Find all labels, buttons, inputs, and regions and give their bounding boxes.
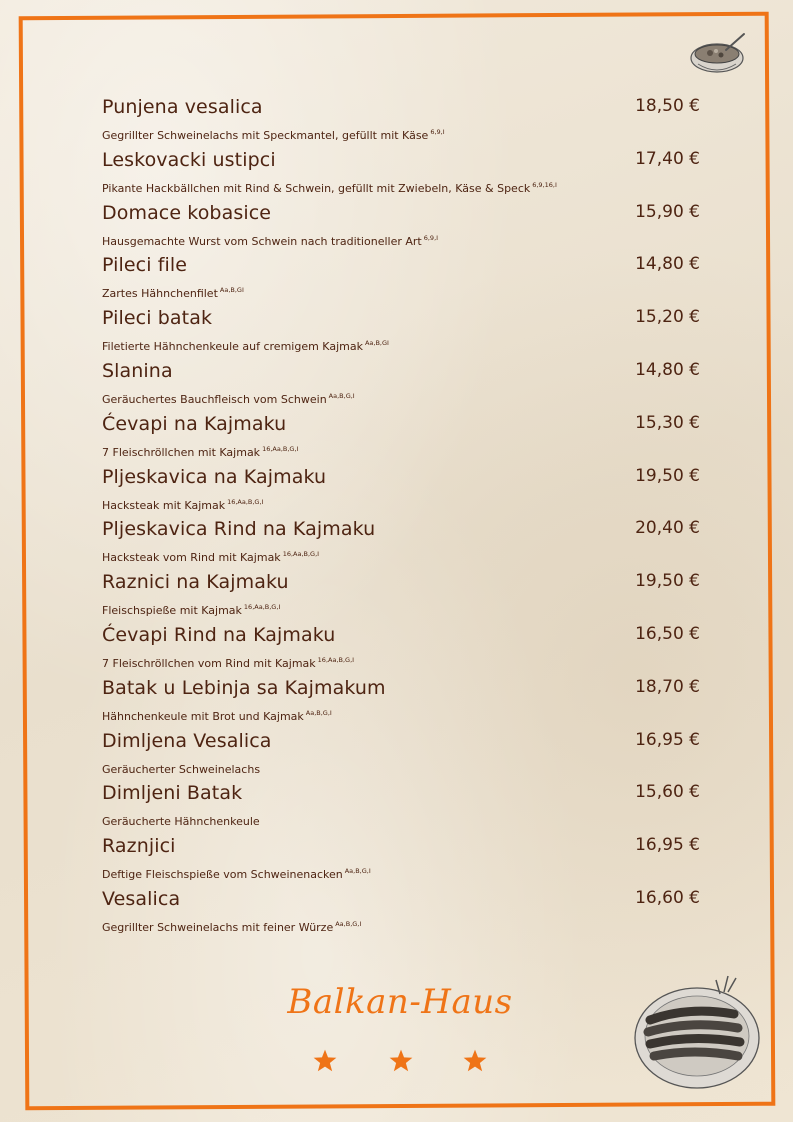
menu-item <box>102 624 700 677</box>
menu-item-description <box>102 286 244 300</box>
menu-item-name: Slanina <box>102 359 173 382</box>
star-icon <box>462 1048 488 1074</box>
menu-item-name: Pljeskavica na Kajmaku <box>102 465 327 488</box>
menu-item <box>102 730 700 783</box>
menu-item-description <box>102 550 319 564</box>
menu-item-description-text: Deftige Fleischspieße vom Schweinenacken <box>102 868 343 882</box>
menu-item-description <box>102 603 280 617</box>
menu-item-name: Batak u Lebinja sa Kajmakum <box>102 676 386 699</box>
menu-item <box>102 307 700 360</box>
menu-item <box>102 782 700 835</box>
star-icon <box>388 1048 414 1074</box>
menu-item <box>102 254 700 307</box>
menu-item-price: 18,50 € <box>635 96 700 116</box>
menu-item-description-text: Zartes Hähnchenfilet <box>102 287 218 301</box>
menu-item <box>102 466 700 519</box>
menu-item-price: 17,40 € <box>635 148 700 169</box>
menu-item-description-text: Geräuchertes Bauchfleisch vom Schwein <box>102 392 327 406</box>
menu-item-name: Ćevapi na Kajmaku <box>102 412 287 435</box>
allergen-codes: 6,9,16,I <box>532 180 557 189</box>
menu-item-price: 19,50 € <box>635 465 700 486</box>
menu-item <box>102 202 700 255</box>
menu-item-description <box>102 181 557 195</box>
menu-item-name: Pljeskavica Rind na Kajmaku <box>102 518 376 541</box>
menu-item-description <box>102 920 361 934</box>
menu-item-name: Pileci batak <box>102 307 213 330</box>
menu-item-description-text: Gegrillter Schweinelachs mit Speckmantel, gefüllt mit Käse <box>102 129 429 142</box>
menu-item-description-text: Hähnchenkeule mit Brot und Kajmak <box>102 709 304 723</box>
menu-item-price: 15,30 € <box>635 412 700 433</box>
menu-item-name: Raznjici <box>102 835 176 858</box>
brand-name: Balkan-Haus <box>287 982 513 1022</box>
menu-item-description <box>102 234 438 248</box>
allergen-codes: Aa,B,G,I <box>335 919 362 928</box>
menu-item-description-text: Pikante Hackbällchen mit Rind & Schwein, gefüllt mit Zwiebeln, Käse & Speck <box>102 181 531 195</box>
menu-item <box>102 96 700 149</box>
menu-item <box>102 413 700 466</box>
menu-item-name: Vesalica <box>102 887 181 910</box>
menu-item <box>102 360 700 413</box>
menu-item-description <box>102 709 332 723</box>
allergen-codes: Aa,B,G,I <box>344 867 371 876</box>
menu-item-description-text: 7 Fleischröllchen mit Kajmak <box>102 445 261 459</box>
menu-item-description-text: Filetierte Hähnchenkeule auf cremigem Kajmak <box>102 340 363 354</box>
menu-item-price: 15,90 € <box>635 201 700 222</box>
menu-item-price: 14,80 € <box>635 254 700 275</box>
allergen-codes: 16,Aa,B,G,I <box>262 444 299 453</box>
menu-item <box>102 677 700 730</box>
allergen-codes: 16,Aa,B,G,I <box>317 655 355 664</box>
menu-item-name: Punjena vesalica <box>102 96 263 118</box>
menu-item-name: Ćevapi Rind na Kajmaku <box>102 623 336 646</box>
menu-item-price: 18,70 € <box>635 676 700 697</box>
menu-item-price: 15,20 € <box>635 307 700 328</box>
menu-item <box>102 518 700 571</box>
menu-item-price: 15,60 € <box>635 782 700 803</box>
menu-item-price: 16,95 € <box>635 729 700 750</box>
menu-item-price: 16,50 € <box>635 623 700 644</box>
menu-item-description-text: Fleischspieße mit Kajmak <box>102 604 242 618</box>
menu-item-name: Pileci file <box>102 254 188 277</box>
allergen-codes: 6,9,I <box>423 233 439 242</box>
menu-item-description <box>102 445 298 459</box>
rating-stars <box>312 1048 492 1076</box>
menu-item-price: 14,80 € <box>635 359 700 380</box>
menu-item-description-text: Gegrillter Schweinelachs mit feiner Würze <box>102 920 334 934</box>
allergen-codes: 6,9,I <box>430 128 445 136</box>
menu-item-description <box>102 762 262 776</box>
menu-item-description <box>102 814 262 828</box>
menu-item-price: 19,50 € <box>635 571 700 592</box>
menu-list <box>102 96 700 941</box>
menu-item-description-text: Geräucherte Hähnchenkeule <box>102 815 260 829</box>
menu-item-price: 16,95 € <box>635 835 700 856</box>
allergen-codes: Aa,B,G,I <box>328 391 355 400</box>
menu-item-price: 16,60 € <box>635 887 700 908</box>
menu-item-description <box>102 498 263 512</box>
menu-item-description-text: Geräucherter Schweinelachs <box>102 762 261 776</box>
menu-item-description-text: Hausgemachte Wurst vom Schwein nach traditioneller Art <box>102 234 422 248</box>
menu-item <box>102 149 700 202</box>
menu-item-description <box>102 339 389 353</box>
menu-item-name: Dimljeni Batak <box>102 782 243 805</box>
allergen-codes: Aa,B,GI <box>364 339 389 348</box>
bowl-icon <box>688 30 750 78</box>
menu-item <box>102 571 700 624</box>
menu-item-description-text: Hacksteak mit Kajmak <box>102 498 226 512</box>
sausage-plate-icon <box>628 968 766 1096</box>
menu-item-price: 20,40 € <box>635 518 700 539</box>
allergen-codes: Aa,B,GI <box>219 286 244 295</box>
menu-item-description-text: 7 Fleischröllchen vom Rind mit Kajmak <box>102 656 316 670</box>
menu-item-name: Leskovacki ustipci <box>102 148 276 171</box>
menu-item-name: Raznici na Kajmaku <box>102 571 289 594</box>
menu-item-description <box>102 867 371 881</box>
menu-item-name: Dimljena Vesalica <box>102 729 272 752</box>
allergen-codes: 16,Aa,B,G,I <box>227 497 264 506</box>
menu-item-description <box>102 128 445 142</box>
star-icon <box>312 1048 338 1074</box>
menu-item-description-text: Hacksteak vom Rind mit Kajmak <box>102 551 281 565</box>
menu-item-description <box>102 392 355 406</box>
menu-item-name: Domace kobasice <box>102 201 272 224</box>
allergen-codes: Aa,B,G,I <box>305 708 332 717</box>
menu-item-description <box>102 656 354 670</box>
menu-item <box>102 888 700 941</box>
allergen-codes: 16,Aa,B,G,I <box>282 550 320 559</box>
menu-item <box>102 835 700 888</box>
allergen-codes: 16,Aa,B,G,I <box>243 603 281 612</box>
